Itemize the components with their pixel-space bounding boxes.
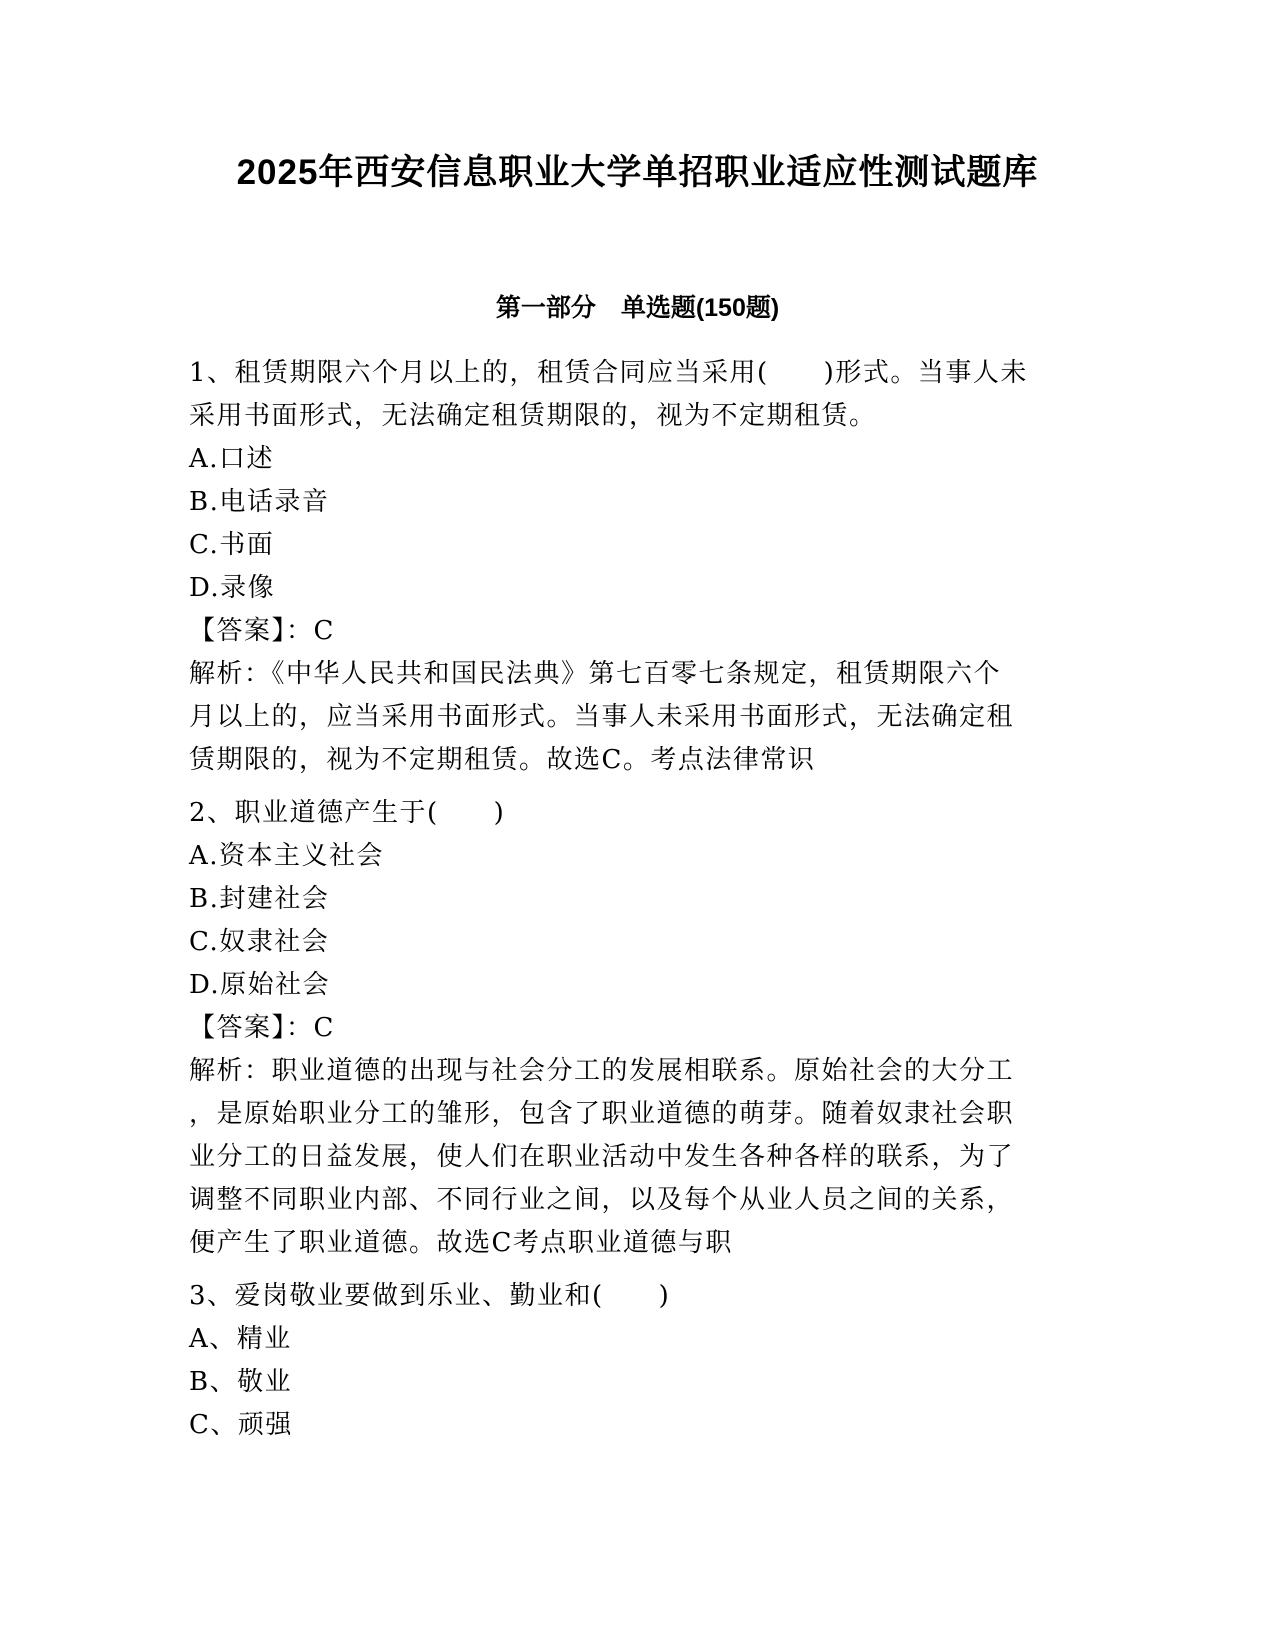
question-stem-line: 2、职业道德产生于( ): [189, 798, 506, 828]
analysis-line: 解析：《中华人民共和国民法典》第七百零七条规定，租赁期限六个: [189, 659, 1002, 689]
option-d: D.录像: [189, 573, 276, 603]
analysis-line: 解析：职业道德的出现与社会分工的发展相联系。原始社会的大分工: [189, 1056, 1015, 1086]
analysis-line: 便产生了职业道德。故选C考点职业道德与职: [189, 1228, 733, 1258]
document-title: 2025年西安信息职业大学单招职业适应性测试题库: [236, 153, 1039, 192]
option-d: D.原始社会: [189, 970, 331, 1000]
option-c: C.书面: [189, 530, 275, 560]
question-stem-line: 3、爱岗敬业要做到乐业、勤业和( ): [189, 1281, 671, 1311]
option-b: B、敬业: [189, 1367, 293, 1397]
answer-line: 【答案】：C: [189, 616, 335, 646]
analysis-line: 月以上的，应当采用书面形式。当事人未采用书面形式，无法确定租: [189, 702, 1015, 732]
question-stem-line: 采用书面形式，无法确定租赁期限的，视为不定期租赁。: [189, 401, 877, 431]
option-b: B.封建社会: [189, 884, 330, 914]
analysis-line: 业分工的日益发展，使人们在职业活动中发生各种各样的联系，为了: [189, 1142, 1015, 1172]
question-1: [189, 352, 1079, 782]
question-3: [189, 1275, 1079, 1447]
analysis-line: 赁期限的，视为不定期租赁。故选C。考点法律常识: [189, 745, 816, 775]
question-stem-line: 1、租赁期限六个月以上的，租赁合同应当采用( )形式。当事人未: [189, 358, 1028, 388]
question-2: [189, 792, 1079, 1265]
answer-line: 【答案】：C: [189, 1013, 335, 1043]
option-a: A.口述: [189, 444, 275, 474]
option-c: C、顽强: [189, 1410, 293, 1440]
option-c: C.奴隶社会: [189, 927, 330, 957]
section-title: 第一部分 单选题(150题): [495, 294, 780, 322]
option-a: A.资本主义社会: [189, 841, 385, 871]
option-b: B.电话录音: [189, 487, 330, 517]
question-list: [189, 352, 1079, 1457]
analysis-line: ，是原始职业分工的雏形，包含了职业道德的萌芽。随着奴隶社会职: [189, 1099, 1015, 1129]
analysis-line: 调整不同职业内部、不同行业之间，以及每个从业人员之间的关系，: [189, 1185, 1015, 1215]
option-a: A、精业: [189, 1324, 292, 1354]
